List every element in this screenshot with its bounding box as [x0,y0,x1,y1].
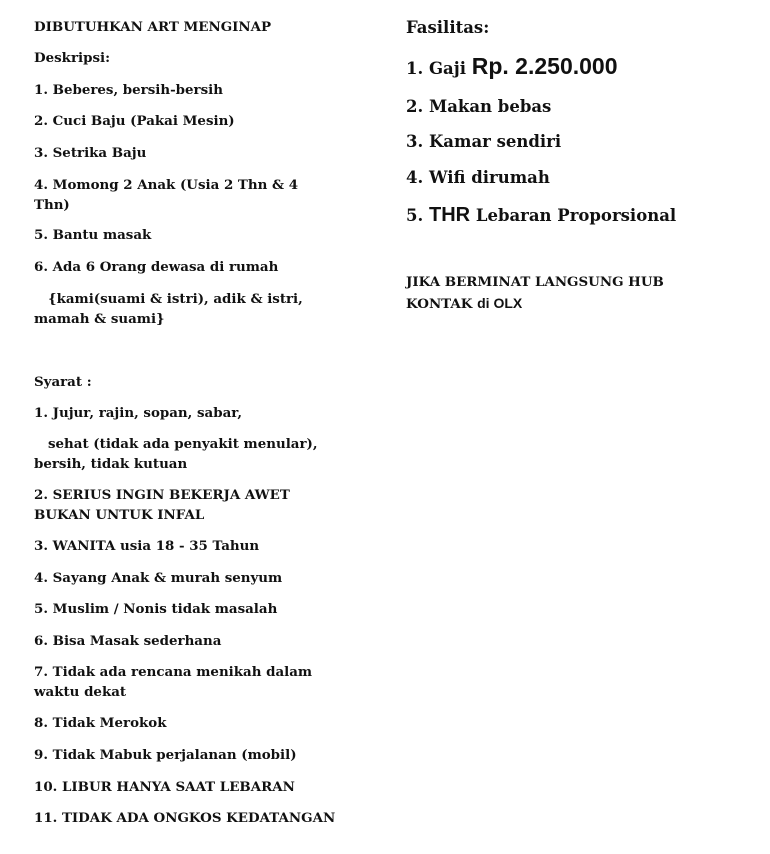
gaji-amount: Rp. 2.250.000 [471,53,618,79]
syarat-heading: Syarat : [34,374,92,390]
contact-line-1: JIKA BERMINAT LANGSUNG HUB [406,274,664,290]
gaji-prefix: 1. Gaji [406,59,472,78]
deskripsi-heading: Deskripsi: [34,50,111,66]
syarat-item: 3. WANITA usia 18 - 35 Tahun [34,538,260,554]
page-title: DIBUTUHKAN ART MENGINAP [34,19,272,35]
deskripsi-item: 2. Cuci Baju (Pakai Mesin) [34,113,235,129]
syarat-item: 2. SERIUS INGIN BEKERJA AWET BUKAN UNTUK INFAL [34,487,290,523]
fasilitas-item-gaji [406,55,618,80]
fasilitas-item: 2. Makan bebas [406,97,552,116]
contact-kontak: KONTAK [406,296,478,312]
fasilitas-item: 4. Wifi dirumah [406,168,550,187]
fasilitas-item: 3. Kamar sendiri [406,132,562,151]
syarat-item: 11. TIDAK ADA ONGKOS KEDATANGAN [34,810,336,826]
deskripsi-item: 3. Setrika Baju [34,145,147,161]
deskripsi-item: 4. Momong 2 Anak (Usia 2 Thn & 4 Thn) [34,177,299,213]
deskripsi-note: {kami(suami & istri), adik & istri, mamah & suami} [34,291,303,327]
deskripsi-item: 1. Beberes, bersih-bersih [34,82,223,98]
thr-label: THR [428,204,471,226]
syarat-item: 9. Tidak Mabuk perjalanan (mobil) [34,747,297,763]
syarat-item: 4. Sayang Anak & murah senyum [34,570,283,586]
thr-rest: Lebaran Proporsional [470,206,677,225]
syarat-item: 10. LIBUR HANYA SAAT LEBARAN [34,779,295,795]
contact-olx: di OLX [477,295,523,311]
syarat-item: 8. Tidak Merokok [34,715,167,731]
syarat-item: sehat (tidak ada penyakit menular), bersih, tidak kutuan [34,436,318,472]
deskripsi-item: 5. Bantu masak [34,227,152,243]
syarat-item: 1. Jujur, rajin, sopan, sabar, [34,405,242,421]
syarat-item: 5. Muslim / Nonis tidak masalah [34,601,278,617]
fasilitas-item-thr [406,204,676,227]
fasilitas-heading: Fasilitas: [406,18,490,37]
syarat-item: 6. Bisa Masak sederhana [34,633,222,649]
syarat-item: 7. Tidak ada rencana menikah dalam waktu dekat [34,664,313,700]
contact-line-2 [406,293,522,314]
thr-prefix: 5. [406,206,429,225]
deskripsi-item: 6. Ada 6 Orang dewasa di rumah [34,259,279,275]
